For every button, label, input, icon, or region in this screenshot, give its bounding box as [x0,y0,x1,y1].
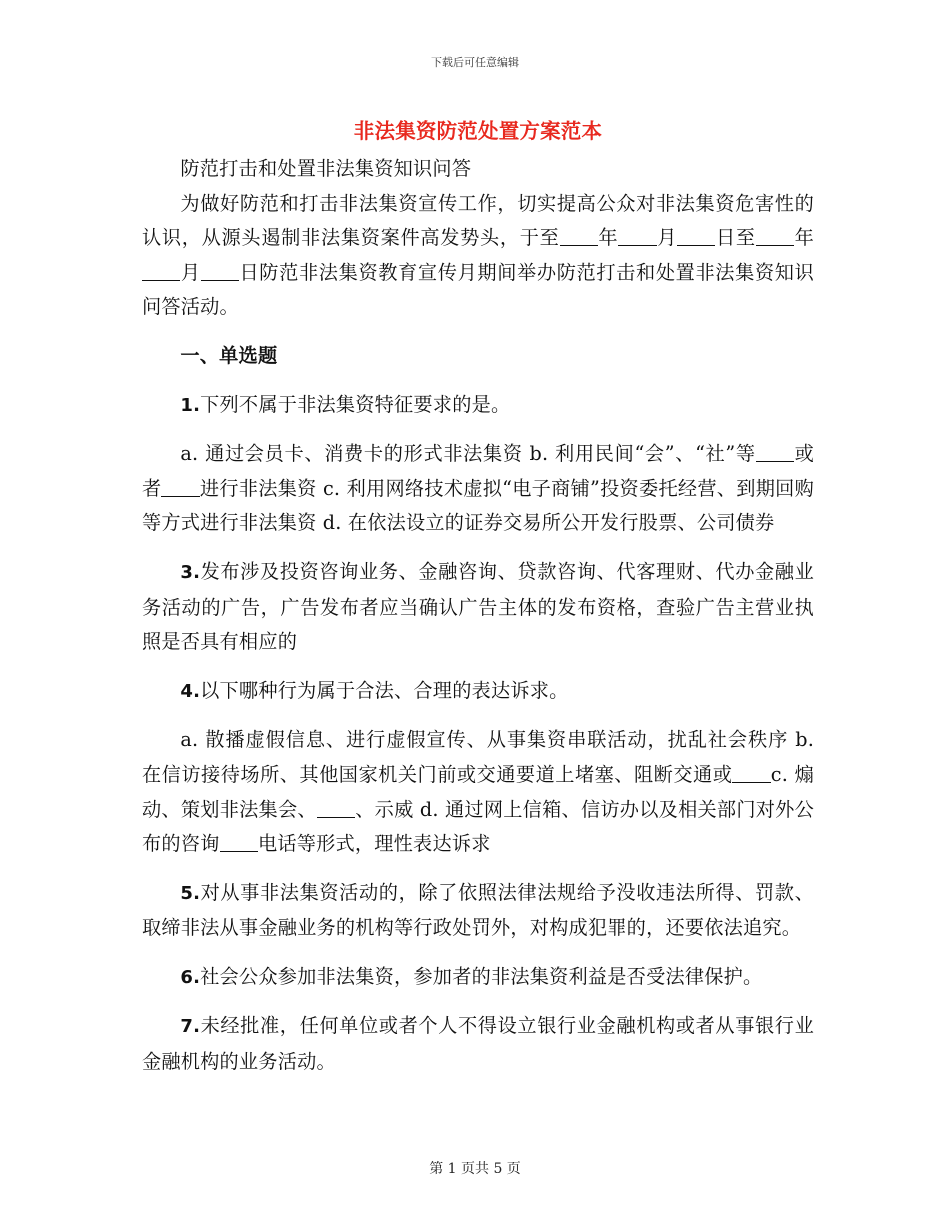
page-footer: 第 1 页共 5 页 [429,1161,521,1177]
intro-paragraph: 为做好防范和打击非法集资宣传工作，切实提高公众对非法集资危害性的认识，从源头遏制非法集资案件高发势头，于至 年 月 日至 年月 日防范非法集资教育宣传月期间举办防范打击和处置非法集资知识问答活动。 [142,191,815,319]
blank-line [756,442,794,462]
blank-line [220,832,258,852]
question-5: 5.对从事非法集资活动的，除了依照法律法规给予没收违法所得、罚款、取缔非法从事金融业务的机构等行政处罚外，对构成犯罪的，还要依法追究。 [142,880,814,940]
section-heading: 一、单选题 [180,343,278,367]
blank-line [201,261,239,281]
question-7: 7.未经批准，任何单位或者个人不得设立银行业金融机构或者从事银行业金融机构的业务活动。 [142,1014,814,1074]
question-3: 3.发布涉及投资咨询业务、金融咨询、贷款咨询、代客理财、代办金融业务活动的广告，广告发布者应当确认广告主体的发布资格，查验广告主营业执照是否具有相应的 [142,559,814,654]
question-6: 6.社会公众参加非法集资，参加者的非法集资利益是否受法律保护。 [180,964,763,988]
blank-line [560,226,598,246]
page-header: 下载后可任意编辑 [431,56,519,69]
blank-line [142,261,180,281]
document-body [142,116,814,1080]
blank-line [161,477,199,497]
blank-line [732,763,770,783]
blank-line [756,226,794,246]
question-4-options: a. 散播虚假信息、进行虚假宣传、从事集资串联活动，扰乱社会秩序 b. 在信访接待场所、其他国家机关门前或交通要道上堵塞、阻断交通或 c. 煽动、策划非法集会、 、示威 d. 通过网上信箱、信访办以及相关部门对外公布的咨询 电话等形式，理性表达诉求 [142,728,815,856]
document-title: 非法集资防范处置方案范本 [353,119,603,143]
blank-line [317,797,355,817]
question-4: 4.以下哪种行为属于合法、合理的表达诉求。 [180,678,569,702]
document-subtitle: 防范打击和处置非法集资知识问答 [180,157,472,180]
question-1: 1.下列不属于非法集资特征要求的是。 [180,392,511,416]
blank-line [618,226,656,246]
blank-line [677,226,715,246]
question-1-options: a. 通过会员卡、消费卡的形式非法集资 b. 利用民间“会”、“社”等 或者 进行非法集资 c. 利用网络技术虚拟“电子商铺”投资委托经营、到期回购等方式进行非法集资 d. 在依法设立的证券交易所公开发行股票、公司债券 [142,442,814,535]
